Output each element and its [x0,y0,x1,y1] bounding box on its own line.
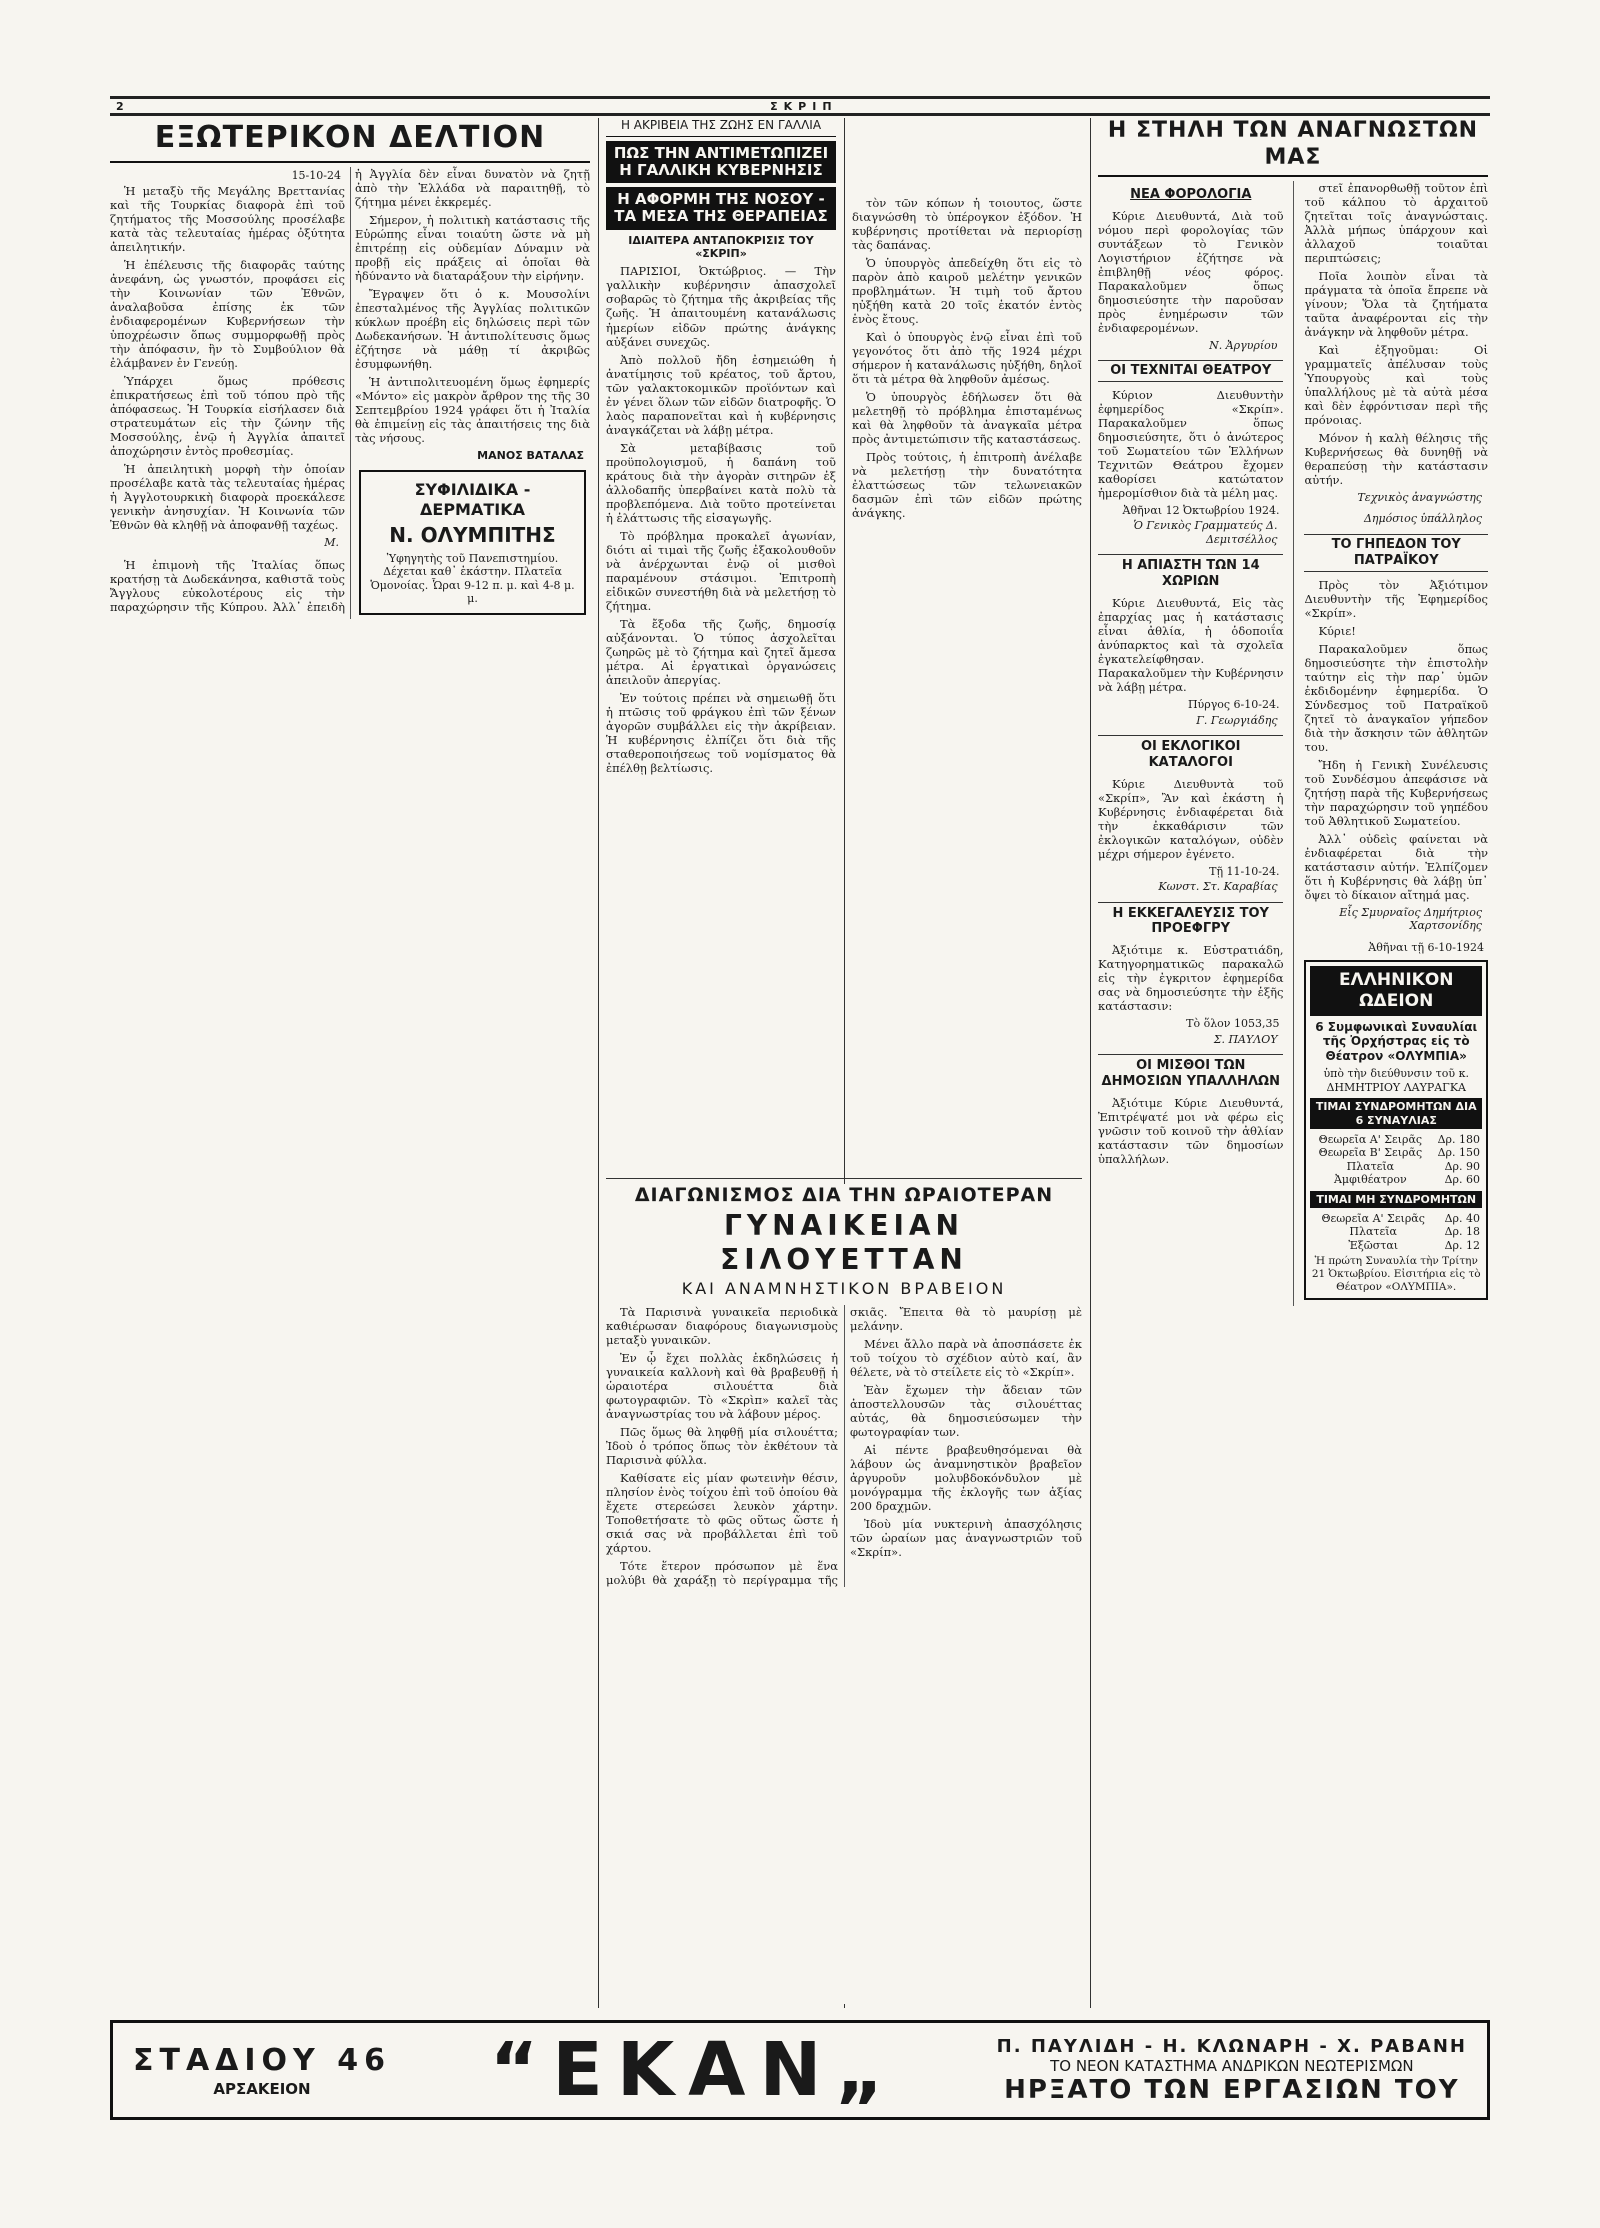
contest-top-rule [606,1178,1082,1179]
france-paragraph: ΠΑΡΙΣΙΟΙ, Ὀκτώβριος. — Τὴν γαλλικὴν κυβέρνησιν ἀπασχολεῖ σοβαρῶς τὸ ζήτημα τῆς ἀκριβείας τῆς ζωῆς. Ἡ ἀπαιτουμένη κατανάλωσις ἠμερίων εἰδῶν πρώτης ἀνάγκης αὐξάνει συνεχῶς. [606,264,836,349]
foreign-signature: Μ. [324,536,339,550]
stadium-to: Πρὸς τὸν Ἀξιότιμον Διευθυντὴν τῆς Ἐφημερίδος «Σκρίπ». [1304,577,1488,620]
page-number: 2 [110,100,130,113]
ad-address: ΣΤΑΔΙΟΥ 46 [133,2042,391,2078]
concert-subscription-head: ΤΙΜΑΙ ΣΥΝΔΡΟΜΗΤΩΝ ΔΙΑ 6 ΣΥΝΑΥΛΙΑΣ [1310,1098,1482,1129]
continuation-paragraph: Ὁ ὑπουργὸς ἐδήλωσεν ὅτι θὰ μελετηθῇ τὸ πρόβλημα ἐπισταμένως καὶ θὰ ληφθοῦν τὰ ἀναγκαῖα μέτρα πρὸς ἀντιμετώπισιν τῆς καταστάσεως. [852,390,1082,447]
letter-signature: Γ. Γεωργιάδης [1196,713,1278,727]
letter-body: Ἀξιότιμε Κύριε Διευθυντά, Ἐπιτρέψατέ μοι νὰ φέρω εἰς γνῶσιν τοῦ κοινοῦ τὴν ἀθλίαν κατάστασιν τῶν δημοσίων ὑπαλλήλων. [1098,1095,1284,1166]
masthead-bar [110,96,1490,116]
ad-location: ΑΡΣΑΚΕΙΟΝ [213,2079,311,2098]
france-paragraph: Τὰ ἔξοδα τῆς ζωῆς, δημοσίᾳ αὐξάνονται. Ὁ τύπος ἀσχολεῖται ζωηρῶς μὲ τὸ ζήτημα καὶ ζητεῖ ἄμεσα μέτρα. Αἱ ἐργατικαὶ ὀργανώσεις ἀπειλοῦν ἀπεργίας. [606,616,836,687]
price-label: Πλατεῖα [1346,1159,1395,1173]
foreign-paragraph: Ἡ ἀντιπολιτευομένη ὅμως ἐφημερίς «Μόντο» εἰς μακρὸν ἄρθρον της τῆς 30 Σεπτεμβρίου 1924 γράφει ὅτι ἡ Ἰταλία θὰ ἐπιμείνῃ εἰς τὰς ἀπαιτήσεις της διὰ τὰς νήσους. [355,374,590,445]
letter-signature: Ὁ Γενικὸς Γραμματεύς Δ. Δεμιτσέλλος [1133,519,1278,546]
france-paragraph: Ἐν τούτοις πρέπει νὰ σημειωθῇ ὅτι ἡ πτῶσις τοῦ φράγκου ἐπὶ τῶν ξένων ἀγορῶν συμβάλλει εἰς τὴν ἀκρίβειαν. Ἡ κυβέρνησις ἐλπίζει ὅτι διὰ τῆς σταθεροποιήσεως τοῦ νομίσματος θὰ ἐπέλθῃ βελτίωσις. [606,690,836,775]
letter-heading: ΝΕΑ ΦΟΡΟΛΟΓΙΑ [1130,186,1252,202]
doctor-ad-title: ΣΥΦΙΛΙΔΙΚΑ - ΔΕΡΜΑΤΙΚΑ [414,480,531,519]
letter-heading: Η ΑΠΙΑΣΤΗ ΤΩΝ 14 ΧΩΡΙΩΝ [1098,554,1283,590]
letter-signature: Κωνστ. Στ. Καραβίας [1158,880,1278,894]
ad-brand: “ΕΚΑΝ„ [489,2027,899,2113]
paper-name: ΣΚΡΙΠ [764,100,843,113]
header-spacer [852,118,1082,196]
column-readers [1098,118,1488,1998]
contest-section [606,1184,1082,2004]
concert-subtitle: 6 Συμφωνικαὶ Συναυλίαι τῆς Ὀρχήστρας εἰς τὸ Θέατρον «ΟΛΥΜΠΙΑ» [1315,1019,1478,1063]
readers-body [1098,181,1488,1306]
price-label: Θεωρεῖα Α' Σειρᾶς [1318,1133,1423,1147]
letter-body: Κύριε Διευθυντά, Εἰς τὰς ἐπαρχίας μας ἡ κατάστασις εἶναι ἀθλία, ἡ ὁδοποιΐα ἀνύπαρκτος καὶ τὰ σχολεῖα ἐγκατελείφθησαν. Παρακαλοῦμεν τὴν Κυβέρνησιν νὰ λάβῃ μέτρα. [1098,595,1284,695]
price-value: Δρ. 12 [1444,1238,1480,1252]
letter-signature: Ν. Ἀργυρίου [1209,338,1278,352]
readers-paragraph: Μόνον ἡ καλὴ θέλησις τῆς Κυβερνήσεως θὰ δυνηθῇ νὰ θεραπεύσῃ τὴν κατάστασιν αὐτήν. [1304,430,1488,487]
continuation-paragraph: Πρὸς τούτοις, ἡ ἐπιτροπὴ ἀνέλαβε νὰ μελετήσῃ τὴν δυνατότητα ἐλαττώσεως τῶν τελωνειακῶν δασμῶν ἐπὶ τῶν εἰδῶν πρώτης ἀνάγκης. [852,450,1082,521]
contest-title-2: ΓΥΝΑΙΚΕΙΑΝ ΣΙΛΟΥΕΤΤΑΝ [720,1209,968,1277]
letter-body: Κύριε Διευθυντὰ τοῦ «Σκρίπ», Ἂν καὶ ἐκάστη ἡ Κυβέρνησις ἐνδιαφέρεται διὰ τὴν ἐκκαθάρισιν τῶν ἐκλογικῶν καταλόγων, οὐδὲν μέχρι σήμερον ἐγένετο. [1098,776,1284,861]
contest-body [606,1305,1082,1587]
foreign-author: ΜΑΝΟΣ ΒΑΤΑΛΑΣ [477,448,584,462]
france-title: ΠΩΣ ΤΗΝ ΑΝΤΙΜΕΤΩΠΙΖΕΙ Η ΓΑΛΛΙΚΗ ΚΥΒΕΡΝΗΣΙΣ [606,141,836,184]
ad-owners-block [997,2036,1467,2105]
table-row [1310,1173,1482,1186]
continuation-paragraph: Ὁ ὑπουργὸς ἀπεδείχθη ὅτι εἰς τὸ παρὸν ἀπὸ καιροῦ μελέτην γενικῶν προβλημάτων. Ἡ τιμὴ τοῦ ἄρτου ηὐξήθη κατὰ 20 τοῖς ἑκατόν ἐντὸς ἑνὸς ἔτους. [852,256,1082,327]
price-label: Ἐξῶσται [1348,1238,1399,1252]
concert-ad [1304,960,1488,1300]
table-row [1310,1133,1482,1146]
readers-paragraph: Καὶ ἐξηγοῦμαι: Οἱ γραμματεῖς ἀπέλυσαν τοὺς Ὑπουργοὺς καὶ τοὺς ὑπαλλήλους μὲ τὰ αὐτὰ μέσα καὶ δὲν ἐφρόντισαν περὶ τῆς πρόνοιας. [1304,342,1488,427]
letter-signature: Σ. ΠΑΥΛΟΥ [1213,1032,1278,1046]
stadium-signature: Εἷς Σμυρναῖος Δημήτριος Χαρτσονίδης [1339,905,1482,933]
readers-subcol-b [1304,181,1488,1306]
doctor-ad-body: Ὑφηγητὴς τοῦ Πανεπιστημίου. Δέχεται καθ᾿ ἑκάστην. Πλατεῖα Ὁμονοίας. Ὧραι 9-12 π. μ. καὶ 4-8 μ. μ. [370,551,575,605]
bottom-advertisement [110,2020,1490,2120]
price-value: Δρ. 180 [1437,1133,1480,1147]
readers-paragraph: στεῖ ἐπανορθωθῇ τοῦτον ἐπὶ τοῦ κάλπου τὸ ἀρχαιτοῦ ζητεῖται τοῖς ἀναγνώσταις. Ἀλλὰ μήπως ὑπάρχουν καὶ ἀλλαχοῦ τοιαῦται περιπτώσεις; [1304,180,1488,265]
france-paragraph: Σὰ μεταβίβασις τοῦ προϋπολογισμοῦ, ἡ δαπάνη τοῦ κράτους διὰ τὴν ἀγορὰν σιτηρῶν ἐξ ἀλλοδαπῆς ὑπερβαίνει κατὰ πολὺ τὰ προβλεπόμενα. Διὰ τοῦτο προτείνεται ἡ ἐλάττωσις τῆς εἰσαγωγῆς. [606,440,836,525]
foreign-paragraph: Ἡ μεταξὺ τῆς Μεγάλης Βρεττανίας καὶ τῆς Τουρκίας διαφορὰ ἐπὶ τοῦ ζητήματος τῆς Μοσσούλης προσέλαβε κατὰ τὰς τελευταίας ἡμέρας ὀξύτητα ἀπειλητικήν. [110,184,345,255]
foreign-paragraph: Ἡ ἐπέλευσις τῆς διαφορᾶς ταύτης ἀνεφάνη, ὡς γνωστόν, προφάσει εἰς τὴν Κοινωνίαν τῶν Ἐθνῶν, ἀναλαβοῦσα ἐπίσης ἐκ τῶν ἐνδιαφερομένων Κυβερνήσεων τὴν ὑποχρέωσιν ὅπως συμμορφωθῇ πρὸς τὴν ἀπόφασιν, ἣν τὸ Συμβούλιον θὰ ἐλάμβανεν ἐν Γενεύῃ. [110,258,345,371]
concert-conductor: ὑπὸ τὴν διεύθυνσιν τοῦ κ. ΔΗΜΗΤΡΙΟΥ ΛΑΥΡΑΓΚΑ [1323,1067,1469,1094]
concert-subscription-table [1310,1133,1482,1187]
readers-paragraph: Ποῖα λοιπὸν εἶναι τὰ πράγματα τὰ ὁποῖα ἔπρεπε νὰ γίνουν; Ὅλα τὰ ζητήματα ταῦτα ἀναφέρονται εἰς τὴν ἀνάγκην νὰ ληφθοῦν μέτρα. [1304,268,1488,339]
foreign-bulletin-date: 15-10-24 [291,168,341,182]
concert-title: ΕΛΛΗΝΙΚΟΝ ΩΔΕΙΟΝ [1310,966,1482,1015]
foreign-bulletin-body [110,167,590,619]
letter-body: Ἀξιότιμε κ. Εὐστρατιάδη, Κατηγορηματικῶς παρακαλῶ εἰς τὴν ἐγκριτον ἐφημερίδα σας νὰ δημοσιεύσητε τὴν ἑξῆς κατάστασιν: [1098,943,1284,1014]
letter-date: Τῇ 11-10-24. [1209,864,1280,878]
contest-paragraph: Ἰδοὺ μία νυκτερινὴ ἀπασχόλησις τῶν ὡραίων μας ἀναγνωστριῶν τοῦ «Σκρίπ». [850,1517,1082,1560]
price-label: Πλατεῖα [1349,1225,1397,1239]
france-paragraph: Τὸ πρόβλημα προκαλεῖ ἀγωνίαν, διότι αἱ τιμαὶ τῆς ζωῆς ἐξακολουθοῦν νὰ ἀνέρχωνται ἐνῷ οἱ μισθοὶ παραμένουν στάσιμοι. Ἐπιτροπὴ εἰδικῶν συνεστήθη διὰ νὰ μελετήσῃ τὸ ζήτημα. [606,528,836,613]
table-row [1310,1212,1482,1225]
letter-heading: ΟΙ ΜΙΣΘΟΙ ΤΩΝ ΔΗΜΟΣΙΩΝ ΥΠΑΛΛΗΛΩΝ [1098,1054,1283,1090]
readers-title: Η ΣΤΗΛΗ ΤΩΝ ΑΝΑΓΝΩΣΤΩΝ ΜΑΣ [1098,118,1488,177]
foreign-paragraph: Σήμερον, ἡ πολιτικὴ κατάστασις τῆς Εὐρώπης εἶναι τοιαύτη ὥστε νὰ μὴ ἐπιτρέπῃ εἰς οὐδεμίαν Δύναμιν νὰ προβῇ εἰς πράξεις αἱ ὁποῖαι θὰ ἠδύναντο νὰ διαταράξουν τὴν εἰρήνην. [355,212,590,283]
table-row [1310,1160,1482,1173]
stadium-greeting: Κύριε! [1318,623,1356,638]
foreign-paragraph: Ἔγραψεν ὅτι ὁ κ. Μουσολίνι ἐπεσταλμένος τῆς Ἀγγλίας πολιτικῶν κύκλων προέβη εἰς δηλώσεις περὶ τῶν Δωδεκανήσων. Ἡ ἀντιπολίτευσις ὅμως ἐζήτησε νὰ μάθῃ τί ἀκριβῶς ἐσυμφωνήθη. [355,286,590,371]
column-rule [598,118,599,2008]
price-value: Δρ. 60 [1444,1173,1480,1187]
price-value: Δρ. 90 [1444,1159,1480,1173]
ad-address-block [133,2043,391,2098]
letter-date: Πύργος 6-10-24. [1187,698,1280,712]
stadium-paragraph: Ἤδη ἡ Γενικὴ Συνέλευσις τοῦ Συνδέσμου ἀπεφάσισε νὰ ζητήσῃ παρὰ τῆς Κυβερνήσεως τὴν παραχώρησιν τοῦ γηπέδου τοῦ Ἀθλητικοῦ Σωματείου. [1304,757,1488,828]
letter-total: Τὸ ὅλον 1053,35 [1186,1017,1280,1031]
stadium-paragraph: Παρακαλοῦμεν ὅπως δημοσιεύσητε τὴν ἐπιστολὴν ταύτην εἰς τὴν παρ᾿ ὑμῶν ἐκδιδομένην ἐφημερίδα. Ὁ Σύνδεσμος τοῦ Πατραϊκοῦ ζητεῖ τὸ ἀναγκαῖον γήπεδον διὰ τὴν ἄσκησιν τῶν ἀθλητῶν του. [1304,641,1488,754]
france-title-2: Η ΑΦΟΡΜΗ ΤΗΣ ΝΟΣΟΥ - ΤΑ ΜΕΣΑ ΤΗΣ ΘΕΡΑΠΕΙΑΣ [606,187,836,230]
concert-footer: Ἡ πρώτη Συναυλία τὴν Τρίτην 21 Ὀκτωβρίου. Εἰσιτήρια εἰς τὸ Θέατρον «ΟΛΥΜΠΙΑ». [1311,1255,1481,1293]
letter-heading: ΟΙ ΤΕΧΝΙΤΑΙ ΘΕΑΤΡΟΥ [1098,360,1283,382]
france-paragraph: Ἀπὸ πολλοῦ ἤδη ἐσημειώθη ἡ ἀνατίμησις τοῦ κρέατος, τοῦ ἄρτου, τῶν γαλακτοκομικῶν προϊόντων καὶ ἐν γένει ὅλων τῶν εἰδῶν διατροφῆς. Ὁ λαὸς παραπονεῖται καὶ ἡ κυβέρνησις ἀναγκάζεται νὰ λάβῃ μέτρα. [606,352,836,437]
doctor-ad-name: Ν. ΟΛΥΜΠΙΤΗΣ [389,523,556,548]
letter-date: Ἀθῆναι 12 Ὀκτωβρίου 1924. [1122,504,1280,518]
contest-paragraph: Μένει ἄλλο παρὰ νὰ ἀποσπάσετε ἐκ τοῦ τοίχου τὸ σχέδιον αὐτὸ καί, ἂν θέλετε, νὰ τὸ στείλετε εἰς τὸ «Σκρίπ». [850,1337,1082,1380]
stadium-heading: ΤΟ ΓΗΠΕΔΟΝ ΤΟΥ ΠΑΤΡΑΪΚΟΥ [1304,534,1488,572]
ad-owners: Π. ΠΑΥΛΙΔΗ - Η. ΚΛΩΝΑΡΗ - Χ. ΡΑΒΑΝΗ [996,2035,1467,2057]
price-value: Δρ. 150 [1437,1146,1480,1160]
foreign-paragraph: Ὑπάρχει ὅμως πρόθεσις ἐπικρατήσεως ἐπὶ τοῦ τόπου πρὸ τῆς ἀπόφασεως. Ἡ Τουρκία εἰσήλασεν διὰ στρατευμάτων εἰς τὴν ζώνην τῆς Μοσσούλης, ἐνῷ ἡ Ἀγγλία ἀπαιτεῖ ἀποχώρησιν ἐντὸς προθεσμίας. [110,374,345,459]
column-rule [1090,118,1091,2008]
letter-body: Κύριον Διευθυντὴν ἐφημερίδος «Σκρίπ». Παρακαλοῦμεν ὅπως δημοσιεύσητε, ὅτι ὁ ἀνώτερος τοῦ Σωματείου τῶν Ἑλλήνων Τεχνιτῶν Θεάτρου ἔχομεν καθορίσει κατώτατον ἡμερομίσθιον διὰ τὰ μέλη μας. [1098,387,1284,501]
table-row [1310,1146,1482,1159]
continuation-paragraph: τὸν τῶν κόπων ἡ τοιουτος, ὥστε διαγνώσθη τὸ ὑπέρογκον ἐξόδον. Ἡ κυβέρνησις προτίθεται νὰ περιορίσῃ τὰς δαπάνας. [852,196,1082,253]
readers-subcol-a [1098,181,1283,1306]
contest-paragraph: Καθίσατε εἰς μίαν φωτεινὴν θέσιν, πλησίον ἑνὸς τοίχου ἐπὶ τοῦ ὁποίου θὰ ἔχετε στερεώσει λευκὸν χάρτην. Τοποθετήσατε τὸ φῶς οὕτως ὥστε ἡ σκιά σας νὰ προβάλλεται ἐπὶ τοῦ χάρτου. [606,1471,838,1556]
stadium-paragraph: Ἀλλ᾿ οὐδεὶς φαίνεται νὰ ἐνδιαφέρεται διὰ τὴν κατάστασιν αὐτήν. Ἐλπίζομεν ὅτι ἡ Κυβέρνησις θὰ λάβῃ ὑπ᾿ ὄψει τὸ δίκαιον αἴτημά μας. [1304,831,1488,902]
table-row [1310,1225,1482,1238]
ad-opening: ΗΡΞΑΤΟ ΤΩΝ ΕΡΓΑΣΙΩΝ ΤΟΥ [1004,2074,1460,2105]
ad-store-desc: ΤΟ ΝΕΟΝ ΚΑΤΑΣΤΗΜΑ ΑΝΔΡΙΚΩΝ ΝΕΩΤΕΡΙΣΜΩΝ [1050,2056,1414,2075]
stadium-date: Ἀθῆναι τῇ 6-10-1924 [1368,940,1484,954]
foreign-paragraph: Ἡ ἀπειλητικὴ μορφὴ τὴν ὁποίαν προσέλαβε κατὰ τὰς τελευταίας ἡμέρας ἡ Ἀγγλοτουρκικὴ διαφορὰ προεκάλεσε γενικὴν ἀνησυχίαν. Ἡ Κοινωνία τῶν Ἐθνῶν θὰ κληθῇ νὰ ἀποφανθῇ ταχέως. [110,462,345,533]
france-byline: ΙΔΙΑΙΤΕΡΑ ΑΝΤΑΠΟΚΡΙΣΙΣ ΤΟΥ «ΣΚΡΙΠ» [628,233,814,261]
concert-single-head: ΤΙΜΑΙ ΜΗ ΣΥΝΔΡΟΜΗΤΩΝ [1310,1191,1482,1208]
readers-signature: Τεχνικὸς ἀναγνώστης [1357,490,1482,504]
contest-title: ΔΙΑΓΩΝΙΣΜΟΣ ΔΙΑ ΤΗΝ ΩΡΑΙΟΤΕΡΑΝ [634,1184,1054,1206]
contest-paragraph: Ἐν ᾧ ἔχει πολλὰς ἐκδηλώσεις ἡ γυναικεία καλλονὴ καὶ θὰ βραβευθῇ ἡ ὡραιοτέρα σιλουέττα διὰ φωτογραφιῶν. Τὸ «Σκρὶπ» καλεῖ τὰς ἀναγνωστρίας του νὰ λάβουν μέρος. [606,1351,838,1422]
doctor-ad [359,470,586,615]
contest-paragraph: Ἐὰν ἔχωμεν τὴν ἄδειαν τῶν ἀποστελλουσῶν τὰς σιλουέττας αὐτάς, θὰ δημοσιεύσωμεν τὴν φωτογραφίαν των. [850,1383,1082,1440]
price-label: Θεωρεῖα Β' Σειρᾶς [1318,1146,1423,1160]
readers-subcol-rule [1293,181,1294,1306]
price-label: Θεωρεῖα Α' Σειρᾶς [1321,1212,1425,1226]
price-value: Δρ. 18 [1444,1225,1480,1239]
column-foreign-bulletin [110,118,590,1998]
letter-heading: Η ΕΚΚΕΓΑΛΕΥΣΙΣ ΤΟΥ ΠΡΟΕΦΓΡΥ [1098,902,1283,938]
contest-paragraph: Αἱ πέντε βραβευθησόμεναι θὰ λάβουν ὡς ἀναμνηστικὸν βραβεῖον ἀργυροῦν μολυβδοκόνδυλον μὲ μονόγραμμα τῆς ἐκλογῆς των ἀξίας 200 δραχμῶν. [850,1443,1082,1514]
continuation-paragraph: Καὶ ὁ ὑπουργὸς ἐνῷ εἶναι ἐπὶ τοῦ γεγονότος ὅτι ἀπὸ τῆς 1924 μέχρι σήμερον ἡ κατανάλωσις ηὐξήθη, δηλοῖ ὅτι τὰ μέτρα θὰ ληφθοῦν ἀμέσως. [852,330,1082,387]
letter-heading: ΟΙ ΕΚΛΟΓΙΚΟΙ ΚΑΤΑΛΟΓΟΙ [1098,735,1283,771]
foreign-bulletin-title: ΕΞΩΤΕΡΙΚΟΝ ΔΕΛΤΙΟΝ [110,120,590,163]
letter-body: Κύριε Διευθυντά, Διὰ τοῦ νόμου περὶ φορολογίας τῶν συντάξεων τὸ Γενικὸν Λογιστήριον ἐζήτησε νὰ ἐπιβληθῇ νέος φόρος. Παρακαλοῦμεν ὅπως δημοσιεύσητε τὴν παροῦσαν πρὸς ἐνημέρωσιν τῶν ἐνδιαφερομένων. [1098,208,1284,335]
contest-paragraph: Τότε ἕτερον πρόσωπον μὲ ἕνα μολύβι θὰ χαράξῃ τὸ περίγραμμα τῆς σκιᾶς. Ἔπειτα θὰ τὸ μαυρίσῃ μὲ μελάνην. [606,1305,1082,1588]
contest-paragraph: Τὰ Παρισινὰ γυναικεῖα περιοδικὰ καθιέρωσαν διαφόρους διαγωνισμοὺς μεταξὺ γυναικῶν. [606,1305,838,1348]
concert-single-table [1310,1212,1482,1252]
price-value: Δρ. 40 [1444,1212,1480,1226]
table-row [1310,1239,1482,1252]
france-kicker: Η ΑΚΡΙΒΕΙΑ ΤΗΣ ΖΩΗΣ ΕΝ ΓΑΛΛΙΑ [606,118,836,137]
contest-paragraph: Πῶς ὅμως θὰ ληφθῇ μία σιλουέττα; Ἰδοὺ ὁ τρόπος ὅπως τὸν ἐκθέτουν τὰ Παρισινὰ φύλλα. [606,1425,838,1468]
readers-signature-2: Δημόσιος ὑπάλληλος [1363,512,1482,526]
contest-title-3: ΚΑΙ ΑΝΑΜΝΗΣΤΙΚΟΝ ΒΡΑΒΕΙΟΝ [681,1279,1007,1299]
foreign-paragraph: Ἡ ἐπιμονὴ τῆς Ἰταλίας ὅπως κρατήσῃ τὰ Δωδεκάνησα, καθιστᾶ τοὺς Ἄγγλους εὐκολοτέρους εἰς τὴν παραχώρησιν τῆς Κύπρου. Ἀλλ᾿ ἐπειδὴ ἡ Ἀγγλία δὲν εἶναι δυνατὸν νὰ ζητῇ ἀπὸ τὴν Ἑλλάδα νὰ παραιτηθῇ, τὸ ζήτημα μένει ἐκκρεμές. [110,166,590,614]
price-label: Ἀμφιθέατρον [1333,1173,1407,1187]
